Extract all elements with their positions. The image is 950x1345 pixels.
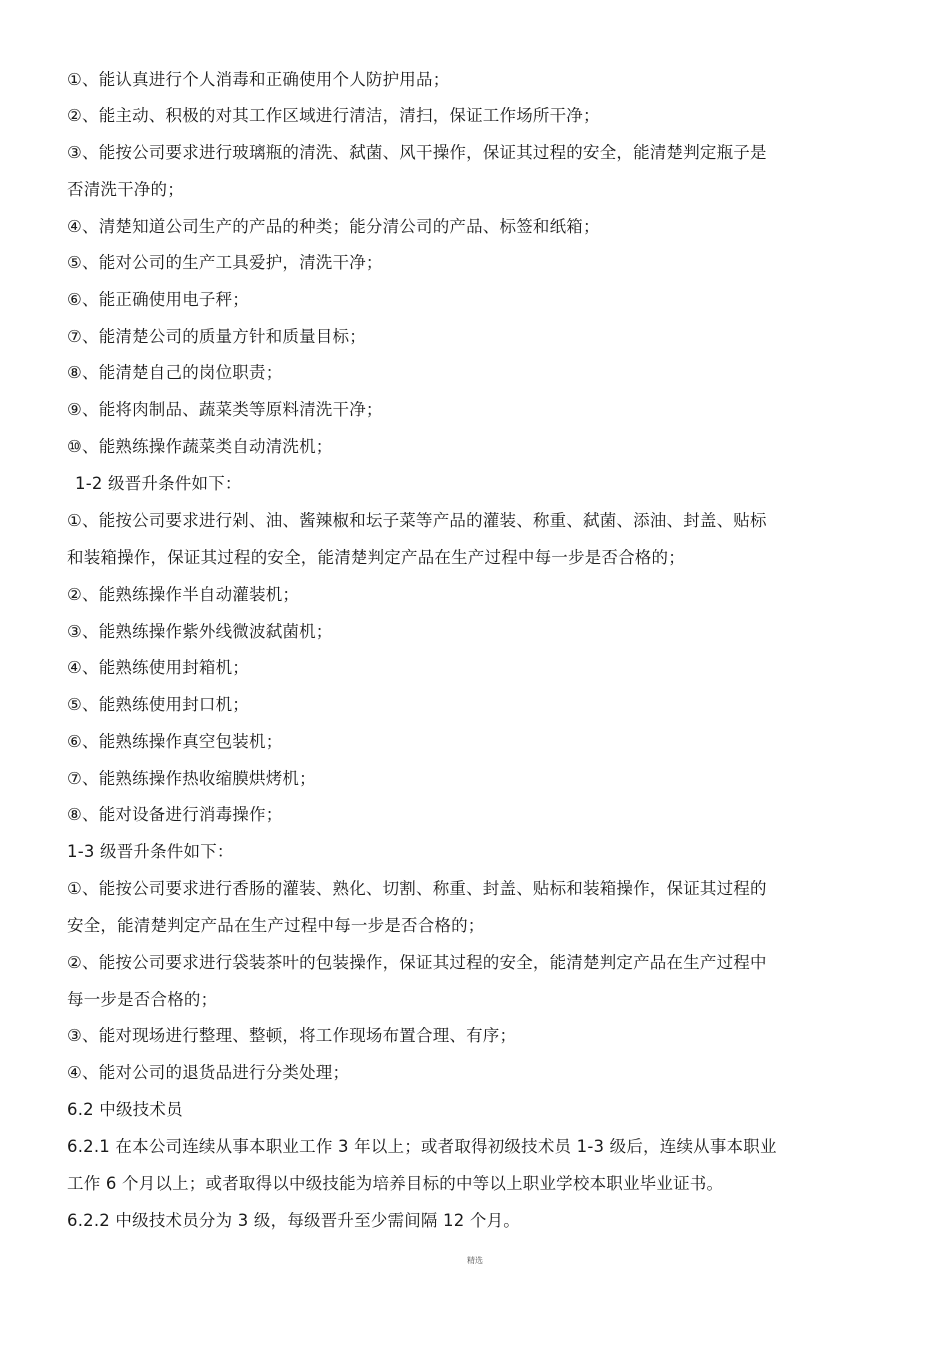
text-line: ⑦、能清楚公司的质量方针和质量目标；	[67, 327, 366, 346]
text-line: ⑧、能对设备进行消毒操作；	[67, 805, 283, 824]
text-line: 6.2.1 在本公司连续从事本职业工作 3 年以上；或者取得初级技术员 1-3 级后，连续从事本职业	[67, 1137, 777, 1156]
section-heading: 6.2 中级技术员	[67, 1100, 183, 1119]
page-footer: 精选	[467, 1256, 483, 1265]
text-line: 安全，能清楚判定产品在生产过程中每一步是否合格的；	[67, 916, 485, 935]
text-line: 每一步是否合格的；	[67, 990, 218, 1009]
text-line: ⑩、能熟练操作蔬菜类自动清洗机；	[67, 437, 333, 456]
text-line: ④、能熟练使用封箱机；	[67, 658, 249, 677]
text-line: ④、清楚知道公司生产的产品的种类；能分清公司的产品、标签和纸箱；	[67, 217, 600, 236]
text-line: ⑥、能熟练操作真空包装机；	[67, 732, 283, 751]
text-line: ⑦、能熟练操作热收缩膜烘烤机；	[67, 769, 316, 788]
text-line: ③、能熟练操作紫外线微波弑菌机；	[67, 622, 333, 641]
text-line: 工作 6 个月以上；或者取得以中级技能为培养目标的中等以上职业学校本职业毕业证书。	[67, 1174, 724, 1193]
text-line: ①、能认真进行个人消毒和正确使用个人防护用品；	[67, 70, 450, 89]
text-line: ①、能按公司要求进行香肠的灌装、熟化、切割、称重、封盖、贴标和装箱操作，保证其过程的	[67, 879, 767, 898]
text-line: 否清洗干净的；	[67, 180, 184, 199]
text-line: ⑤、能熟练使用封口机；	[67, 695, 249, 714]
text-line: ⑨、能将肉制品、蔬菜类等原料清洗干净；	[67, 400, 383, 419]
text-line: ②、能熟练操作半自动灌装机；	[67, 585, 300, 604]
text-line: 和装箱操作，保证其过程的安全，能清楚判定产品在生产过程中每一步是否合格的；	[67, 548, 685, 567]
section-heading: 1-3 级晋升条件如下：	[67, 842, 234, 861]
section-heading: 1-2 级晋升条件如下：	[75, 474, 242, 493]
text-line: ③、能对现场进行整理、整顿，将工作现场布置合理、有序；	[67, 1026, 517, 1045]
text-line: ⑧、能清楚自己的岗位职责；	[67, 363, 283, 382]
text-line: ②、能主动、积极的对其工作区域进行清洁，清扫，保证工作场所干净；	[67, 106, 600, 125]
text-line: ①、能按公司要求进行剁、油、酱辣椒和坛子菜等产品的灌装、称重、弑菌、添油、封盖、贴标	[67, 511, 767, 530]
text-line: ②、能按公司要求进行袋装茶叶的包装操作，保证其过程的安全，能清楚判定产品在生产过程中	[67, 953, 767, 972]
text-line: ⑤、能对公司的生产工具爱护，清洗干净；	[67, 253, 383, 272]
text-line: ③、能按公司要求进行玻璃瓶的清洗、弑菌、风干操作，保证其过程的安全，能清楚判定瓶子是	[67, 143, 767, 162]
text-line: 6.2.2 中级技术员分为 3 级，每级晋升至少需间隔 12 个月。	[67, 1211, 521, 1230]
text-line: ④、能对公司的退货品进行分类处理；	[67, 1063, 350, 1082]
text-line: ⑥、能正确使用电子秤；	[67, 290, 249, 309]
